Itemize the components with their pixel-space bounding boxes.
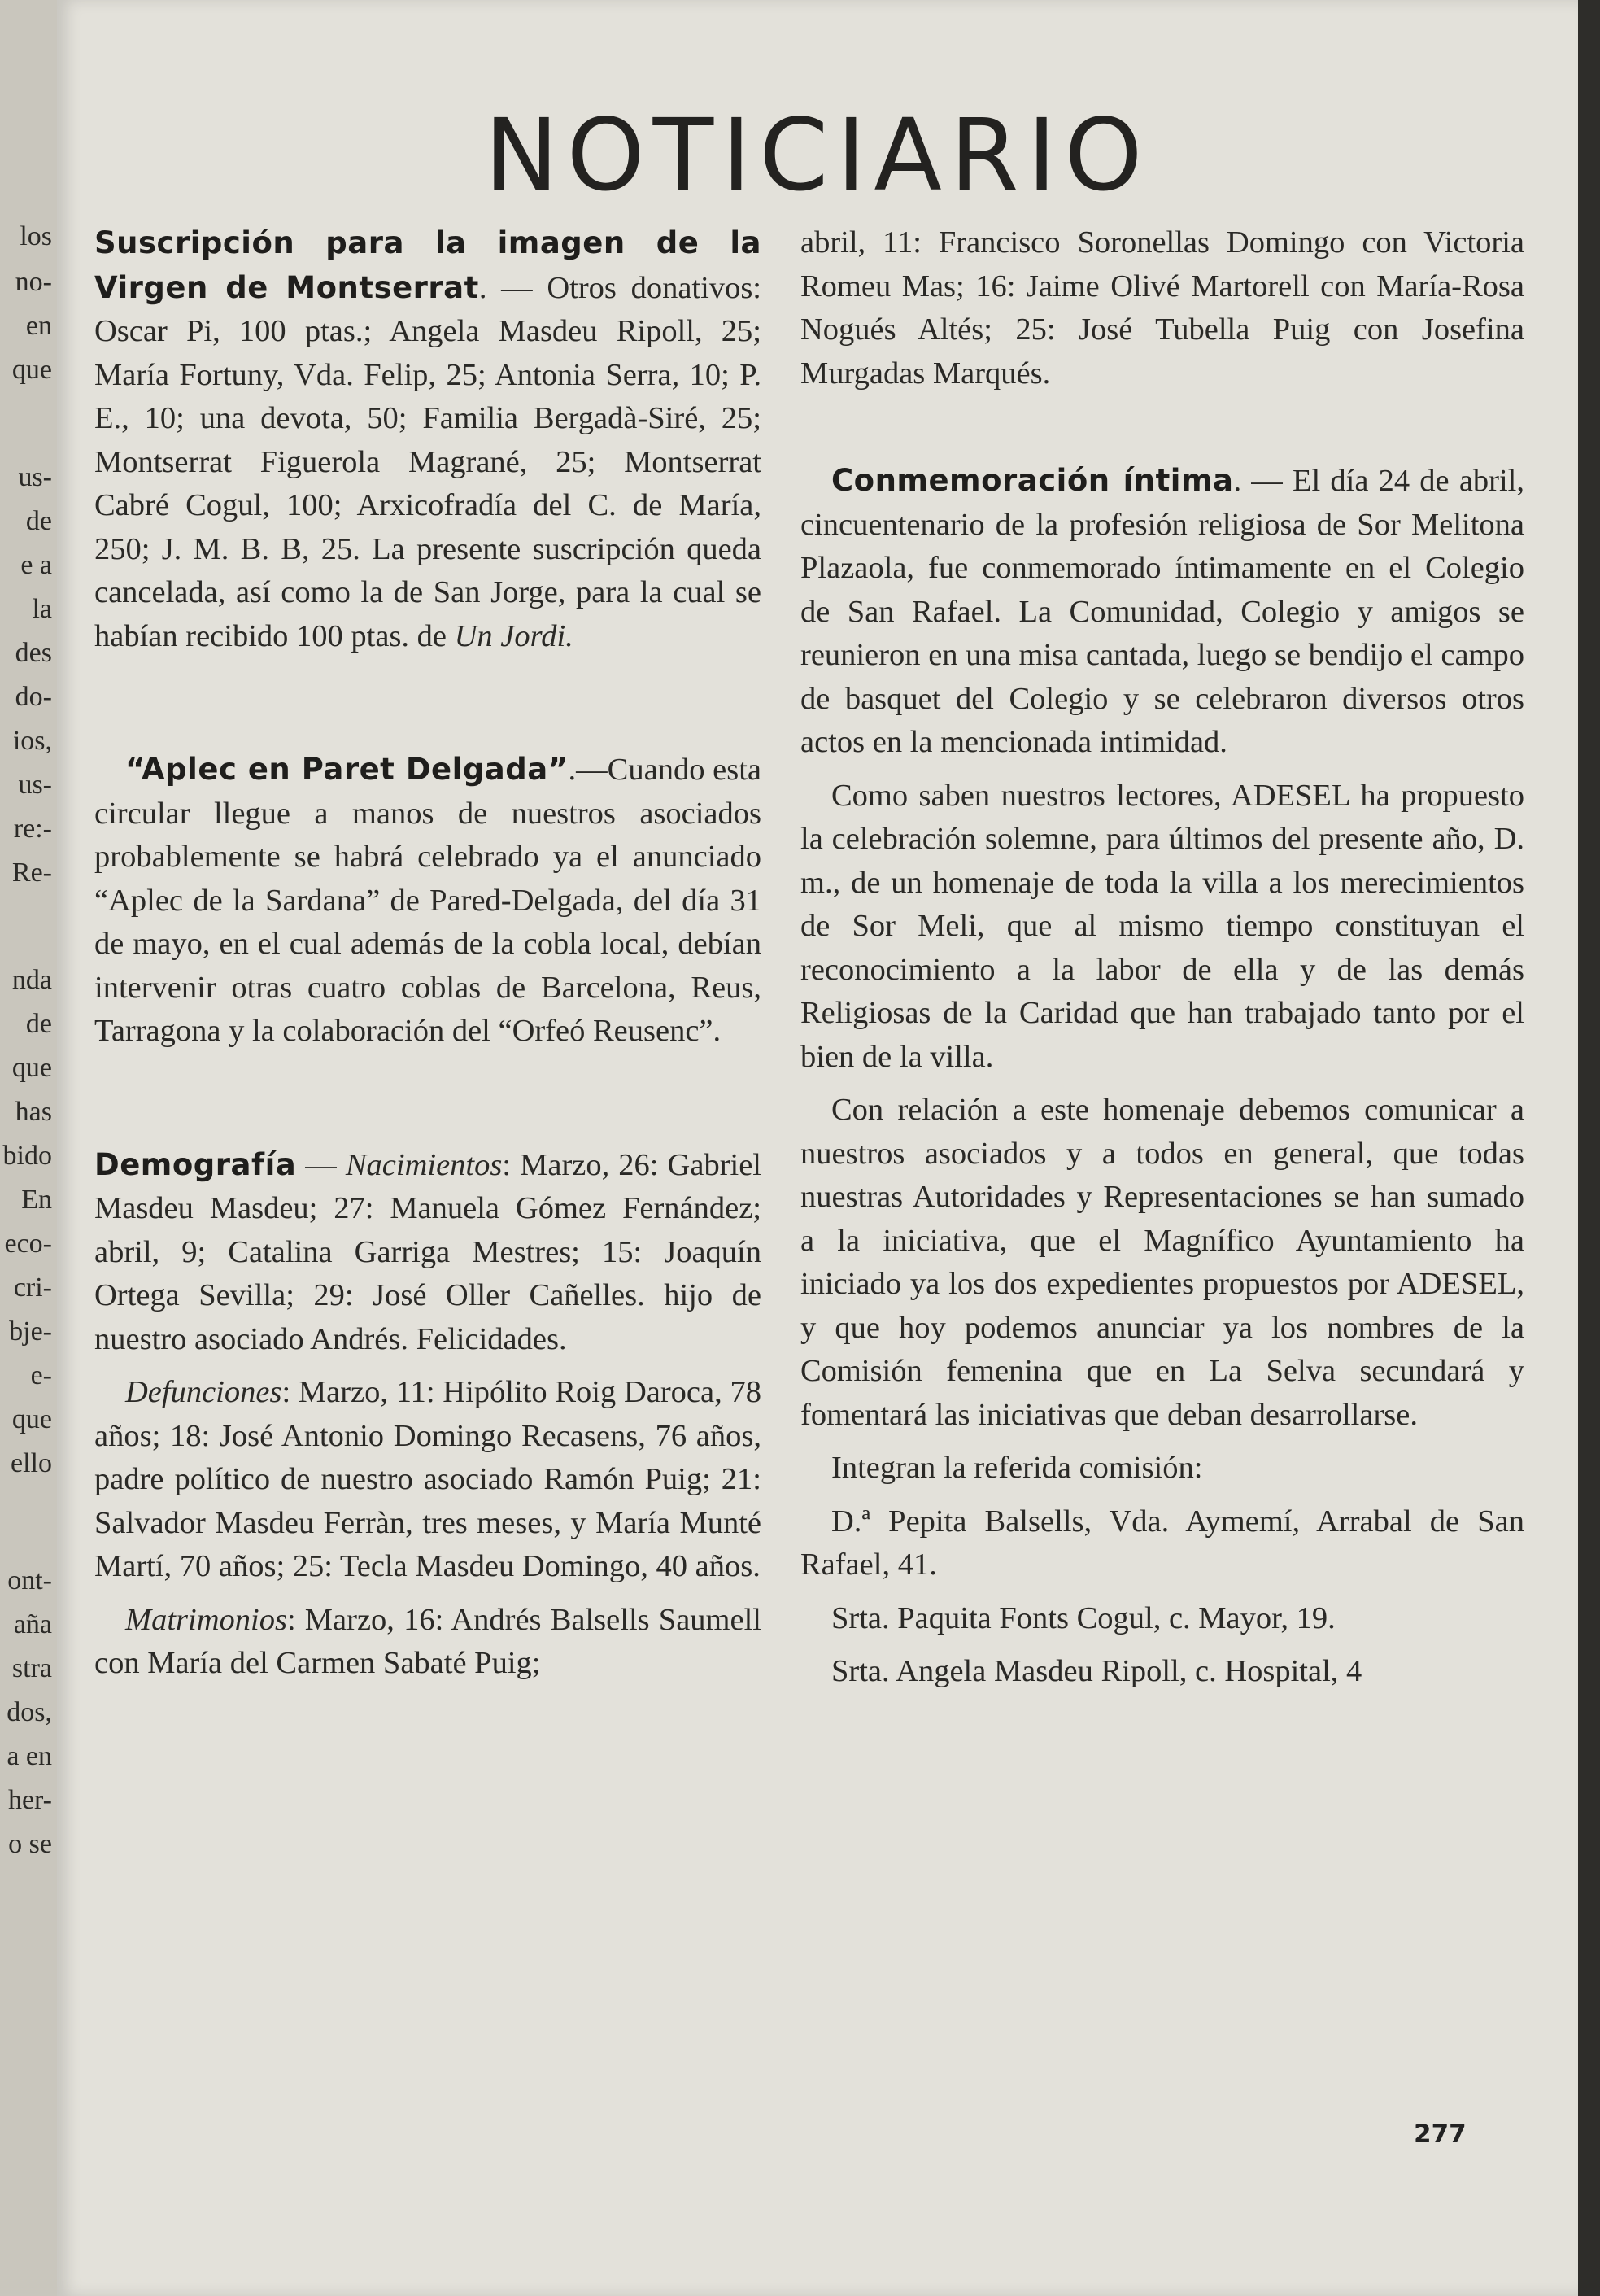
suscripcion-signature: Un Jordi.	[454, 618, 573, 653]
commission-member-3: Srta. Angela Masdeu Ripoll, c. Hospital, 4	[831, 1654, 1362, 1688]
matrimonios-continuation: abril, 11: Francisco Soronellas Domingo con Victoria Romeu Mas; 16: Jaime Olivé Martorell con María-Rosa Nogués Altés; 25: José Tubella Puig con Josefina Murgadas Marqués.	[800, 225, 1524, 391]
matrimonios-text: : Marzo, 16: Andrés Balsells Saumell con María del Carmen Sabaté Puig;	[94, 1602, 761, 1680]
article-suscripcion	[94, 221, 761, 658]
defunciones-paragraph	[94, 1371, 761, 1589]
margin-fragment: ello	[11, 1448, 52, 1478]
margin-fragment: la	[32, 594, 52, 624]
margin-fragment: que	[11, 1404, 52, 1434]
heading-conmemoracion: Conmemoración íntima	[831, 463, 1234, 498]
article-demografia: Demografía — Nacimientos: Marzo, 26: Gabriel Masdeu Masdeu; 27: Manuela Gómez Fernández; abril, 9; Catalina Garriga Mestres; 15: Joaquín Ortega Sevilla; 29: José Oller Cañelles. hijo de nuestro asociado Andrés. Felicidades.	[94, 1146, 761, 1356]
margin-fragment: a en	[7, 1741, 52, 1771]
margin-fragment: ont-	[7, 1565, 52, 1595]
left-column	[94, 221, 761, 1686]
margin-fragment: stra	[11, 1653, 52, 1683]
heading-demografia: Demografía	[94, 1146, 297, 1182]
document-page	[57, 0, 1578, 2296]
margin-fragment: dos,	[7, 1697, 52, 1727]
page-edge-shadow	[1578, 0, 1600, 2296]
margin-fragment: de	[25, 1009, 52, 1039]
commission-member-1: D.ª Pepita Balsells, Vda. Aymemí, Arrabal de San Rafael, 41.	[800, 1504, 1524, 1582]
margin-fragment: que	[11, 1053, 52, 1083]
page-title: NOTICIARIO	[484, 98, 1151, 213]
heading-aplec: “Aplec en Paret Delgada”	[125, 752, 569, 787]
margin-fragment: o se	[8, 1829, 52, 1859]
margin-fragment: En	[21, 1185, 52, 1215]
suscripcion-body: . — Otros donativos: Oscar Pi, 100 ptas.; Angela Masdeu Ripoll, 25; María Fortuny, Vda. Felip, 25; Antonia Serra, 10; P. E., 10; una devota, 50; Familia Bergadà-Siré, 25; Montserrat Figuerola Magrané, 25; Montserrat Cabré Cogul, 100; Arxicofradía del C. de María, 250; J. M. B. B, 25. La presente suscripción queda cancelada, así como la de San Jorge, para la cual se habían recibido 100 ptas. de	[94, 270, 761, 653]
conmemoracion-p4: Integran la referida comisión:	[831, 1451, 1203, 1485]
margin-fragment: aña	[13, 1609, 52, 1639]
margin-fragment: en	[25, 311, 52, 341]
margin-fragment: eco-	[4, 1229, 52, 1259]
conmemoracion-p3: Con relación a este homenaje debemos comunicar a nuestros asociados y a todos en general, que todas nuestras Autoridades y Representaciones se han sumado a la iniciativa, que el Magnífico Ayuntamiento ha iniciado ya los dos expedientes propuestos por ADESEL, y que hoy podemos anunciar ya los nombres de la Comisión femenina que en La Selva secundará y fomentará las iniciativas que deban desarrollarse.	[800, 1093, 1524, 1432]
margin-fragment: cri-	[13, 1272, 52, 1303]
commission-member-2: Srta. Paquita Fonts Cogul, c. Mayor, 19.	[831, 1600, 1336, 1635]
defunciones-text: : Marzo, 11: Hipólito Roig Daroca, 78 años; 18: José Antonio Domingo Recasens, 76 años, padre político de nuestro asociado Ramón Puig; 21: Salvador Masdeu Ferràn, tres meses, y María Munté Martí, 70 años; 25: Tecla Masdeu Domingo, 40 años.	[94, 1375, 761, 1583]
margin-fragment: e a	[20, 550, 52, 580]
margin-fragment: has	[15, 1097, 52, 1127]
margin-fragment: no-	[15, 267, 52, 297]
right-column	[800, 221, 1524, 1694]
margin-fragment: re:-	[13, 814, 52, 844]
margin-fragment: los	[20, 221, 52, 251]
margin-fragment: nda	[11, 965, 52, 995]
margin-fragment: bido	[2, 1141, 52, 1171]
conmemoracion-p2: Como saben nuestros lectores, ADESEL ha propuesto la celebración solemne, para últimos del presente año, D. m., de un homenaje de toda la villa a los merecimientos de Sor Meli, que al mismo tiempo constituyan el reconocimiento a la labor de ella y de las demás Religiosas de la Caridad que han trabajado tanto por el bien de la villa.	[800, 778, 1524, 1074]
article-conmemoracion	[800, 459, 1524, 765]
page-number: 277	[1414, 2119, 1467, 2149]
article-aplec	[94, 748, 761, 1054]
margin-fragment: que	[11, 355, 52, 385]
conmemoracion-body: . — El día 24 de abril, cincuentenario de la profesión religiosa de Sor Melitona Plazaola, fue conmemorado íntimamente en el Colegio de San Rafael. La Comunidad, Colegio y amigos se reunieron en una misa cantada, luego se bendijo el campo de basquet del Colegio y se celebraron diversos otros actos en la mencionada intimidad.	[800, 464, 1524, 759]
margin-fragment: de	[25, 506, 52, 536]
margin-fragment: us-	[18, 462, 52, 492]
heading-suscripcion: Suscripción para la imagen de la Virgen de Montserrat	[94, 225, 761, 305]
nacimientos-label: Nacimientos	[345, 1147, 503, 1182]
margin-fragment: e-	[30, 1360, 52, 1390]
matrimonios-label: Matrimonios	[125, 1602, 287, 1637]
margin-fragment: bje-	[9, 1316, 52, 1347]
nacimientos-text: : Marzo, 26: Gabriel Masdeu Masdeu; 27: Manuela Gómez Fernández; abril, 9; Catalina Garriga Mestres; 15: Joaquín Ortega Sevilla; 29: José Oller Cañelles. hijo de nuestro asociado Andrés. Felicidades.	[94, 1147, 761, 1356]
margin-fragment: ios,	[12, 726, 52, 756]
margin-fragment: her-	[7, 1785, 52, 1815]
matrimonios-paragraph	[94, 1599, 761, 1686]
previous-page-strip	[0, 0, 57, 2296]
margin-fragment: Re-	[11, 858, 52, 888]
defunciones-label: Defunciones	[125, 1375, 282, 1409]
margin-fragment: us-	[18, 770, 52, 800]
aplec-body: .—Cuando esta circular llegue a manos de nuestros asociados probablemente se habrá celebrado ya el anunciado “Aplec de la Sardana” de Pared-Delgada, del día 31 de mayo, en el cual además de la cobla local, debían intervenir otras cuatro coblas de Barcelona, Reus, Tarragona y la colaboración del “Orfeó Reusenc”.	[94, 753, 762, 1048]
margin-fragment: des	[15, 638, 52, 668]
margin-fragment: do-	[15, 682, 52, 712]
